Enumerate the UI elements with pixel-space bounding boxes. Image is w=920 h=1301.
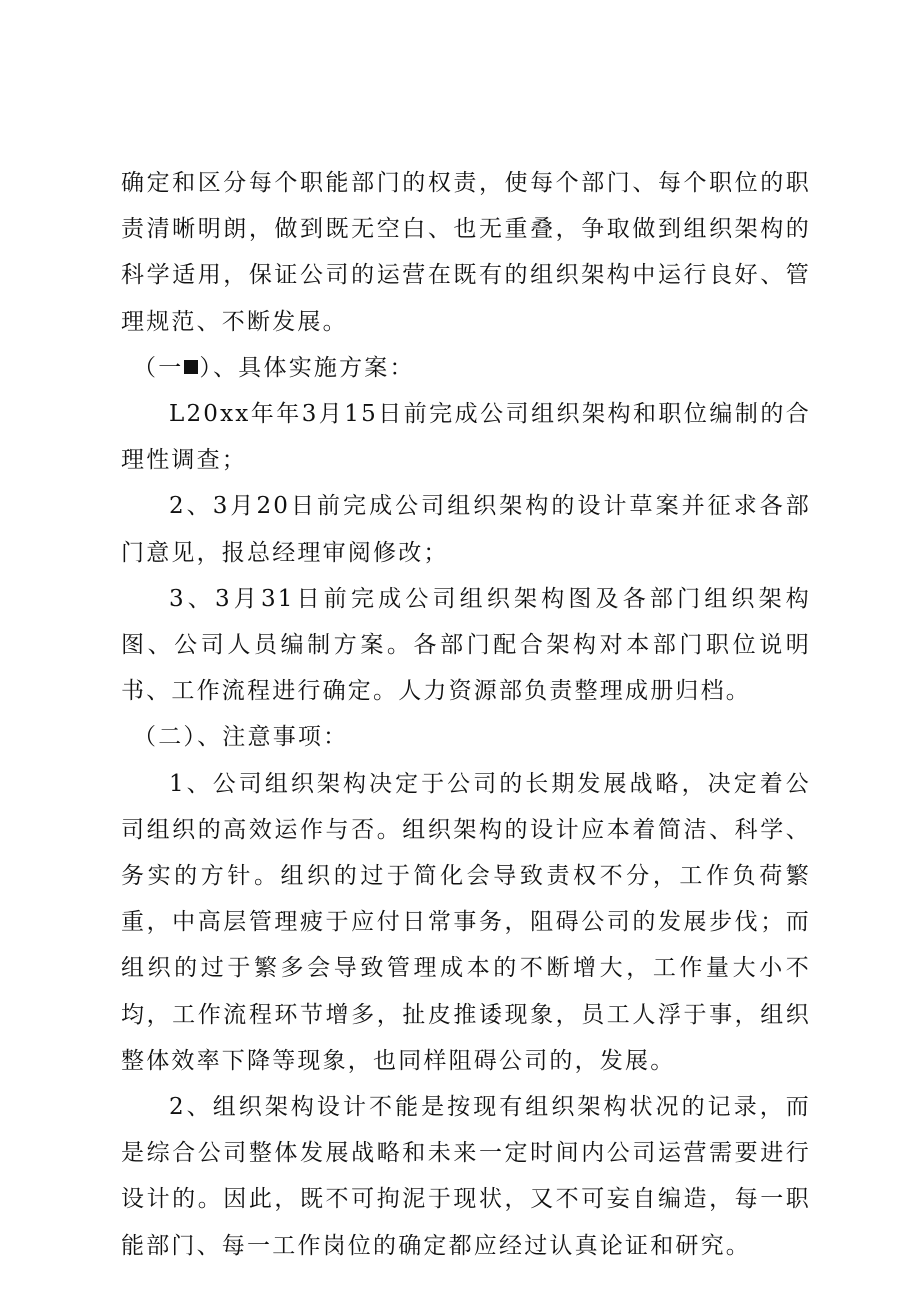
section-heading-1 — [121, 345, 811, 391]
paragraph-note-2: 2、组织架构设计不能是按现有组织架构状况的记录，而是综合公司整体发展战略和未来一定时间内公司运营需要进行设计的。因此，既不可拘泥于现状，又不可妄自编造，每一职能部门、每一工作岗位的确定都应经过认真论证和研究。 — [121, 1094, 811, 1259]
paragraph-step-1: L20xx年年3月15日前完成公司组织架构和职位编制的合理性调查； — [121, 401, 811, 474]
paragraph-intro: 确定和区分每个职能部门的权责，使每个部门、每个职位的职责清晰明朗，做到既无空白、也无重叠，争取做到组织架构的科学适用，保证公司的运营在既有的组织架构中运行良好、管理规范、不断发展。 — [121, 170, 811, 335]
section-heading-1-suffix: ）、具体实施方案： — [199, 354, 415, 381]
document-body — [121, 160, 811, 1269]
filled-square-icon — [184, 360, 198, 374]
paragraph-note-1: 1、公司组织架构决定于公司的长期发展战略，决定着公司组织的高效运作与否。组织架构的设计应本着简洁、科学、务实的方针。组织的过于简化会导致责权不分，工作负荷繁重，中高层管理疲于应付日常事务，阻碍公司的发展步伐；而组织的过于繁多会导致管理成本的不断增大，工作量大小不均，工作流程环节增多，扯皮推诿现象，员工人浮于事，组织整体效率下降等现象，也同样阻碍公司的，发展。 — [121, 770, 811, 1074]
paragraph-step-2: 2、3月20日前完成公司组织架构的设计草案并征求各部门意见，报总经理审阅修改； — [121, 493, 811, 566]
paragraph-step-3: 3、3月31日前完成公司组织架构图及各部门组织架构图、公司人员编制方案。各部门配合架构对本部门职位说明书、工作流程进行确定。人力资源部负责整理成册归档。 — [121, 585, 811, 705]
section-heading-2: （二）、注意事项： — [133, 724, 349, 751]
section-heading-1-prefix: （一 — [133, 354, 184, 381]
